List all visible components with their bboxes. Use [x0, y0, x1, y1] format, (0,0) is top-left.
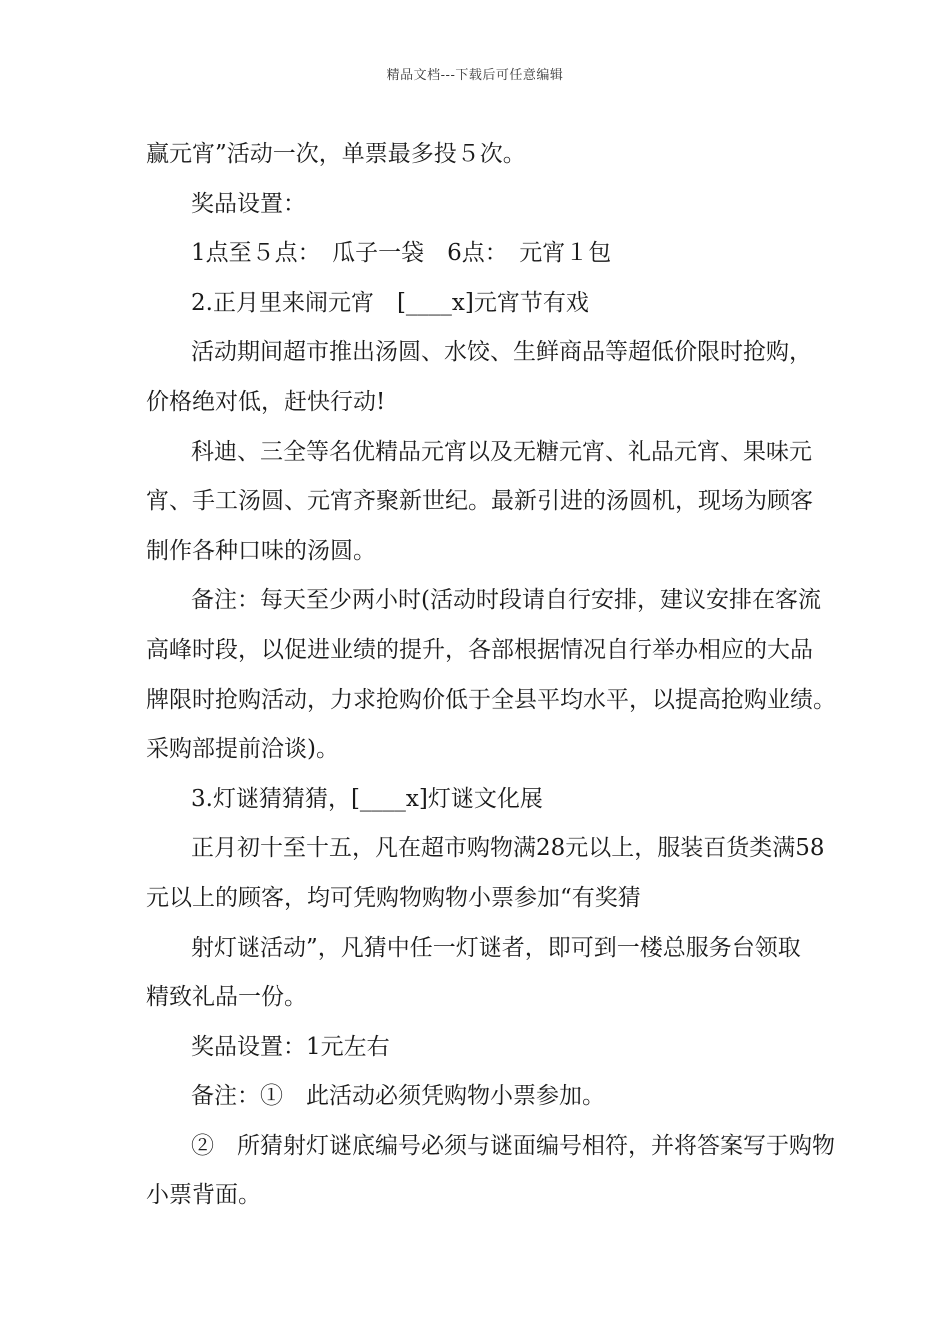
body-line: 备注：① 此活动必须凭购物小票参加。	[191, 1083, 605, 1110]
document-body	[146, 130, 836, 1221]
body-line: 正月初十至十五，凡在超市购物满28元以上，服装百货类满58	[191, 835, 825, 862]
body-line: 科迪、三全等名优精品元宵以及无糖元宵、礼品元宵、果味元	[191, 438, 812, 465]
page-header: 精品文档---下载后可任意编辑	[386, 68, 564, 83]
body-line: 射灯谜活动”，凡猜中任一灯谜者，即可到一楼总服务台领取	[191, 934, 801, 961]
body-line: 价格绝对低，赶快行动!	[146, 388, 386, 415]
body-line: 宵、手工汤圆、元宵齐聚新世纪。最新引进的汤圆机，现场为顾客	[146, 488, 813, 515]
body-line: 制作各种口味的汤圆。	[146, 537, 376, 564]
body-line: 元以上的顾客，均可凭购物购物小票参加“有奖猜	[146, 884, 641, 911]
body-line: 采购部提前洽谈)。	[146, 736, 339, 763]
body-line: 小票背面。	[146, 1182, 261, 1209]
body-line: 赢元宵”活动一次，单票最多投５次。	[146, 141, 526, 167]
body-line: 奖品设置：	[191, 190, 306, 217]
body-line: 奖品设置：1元左右	[191, 1033, 390, 1060]
body-line: 1点至５点： 瓜子一袋 6点： 元宵１包	[191, 240, 612, 267]
body-line: 活动期间超市推出汤圆、水饺、生鲜商品等超低价限时抢购，	[191, 339, 812, 366]
body-line: 精致礼品一份。	[146, 984, 307, 1011]
section-heading: 2.正月里来闹元宵 [____x]元宵节有戏	[191, 289, 589, 316]
body-line: 高峰时段，以促进业绩的提升，各部根据情况自行举办相应的大品	[146, 636, 813, 663]
body-line: 备注：每天至少两小时(活动时段请自行安排，建议安排在客流	[191, 587, 821, 614]
body-line: ② 所猜射灯谜底编号必须与谜面编号相符，并将答案写于购物	[191, 1132, 835, 1159]
body-line: 牌限时抢购活动，力求抢购价低于全县平均水平，以提高抢购业绩。	[146, 686, 836, 713]
section-heading: 3.灯谜猜猜猜，[____x]灯谜文化展	[191, 785, 543, 812]
